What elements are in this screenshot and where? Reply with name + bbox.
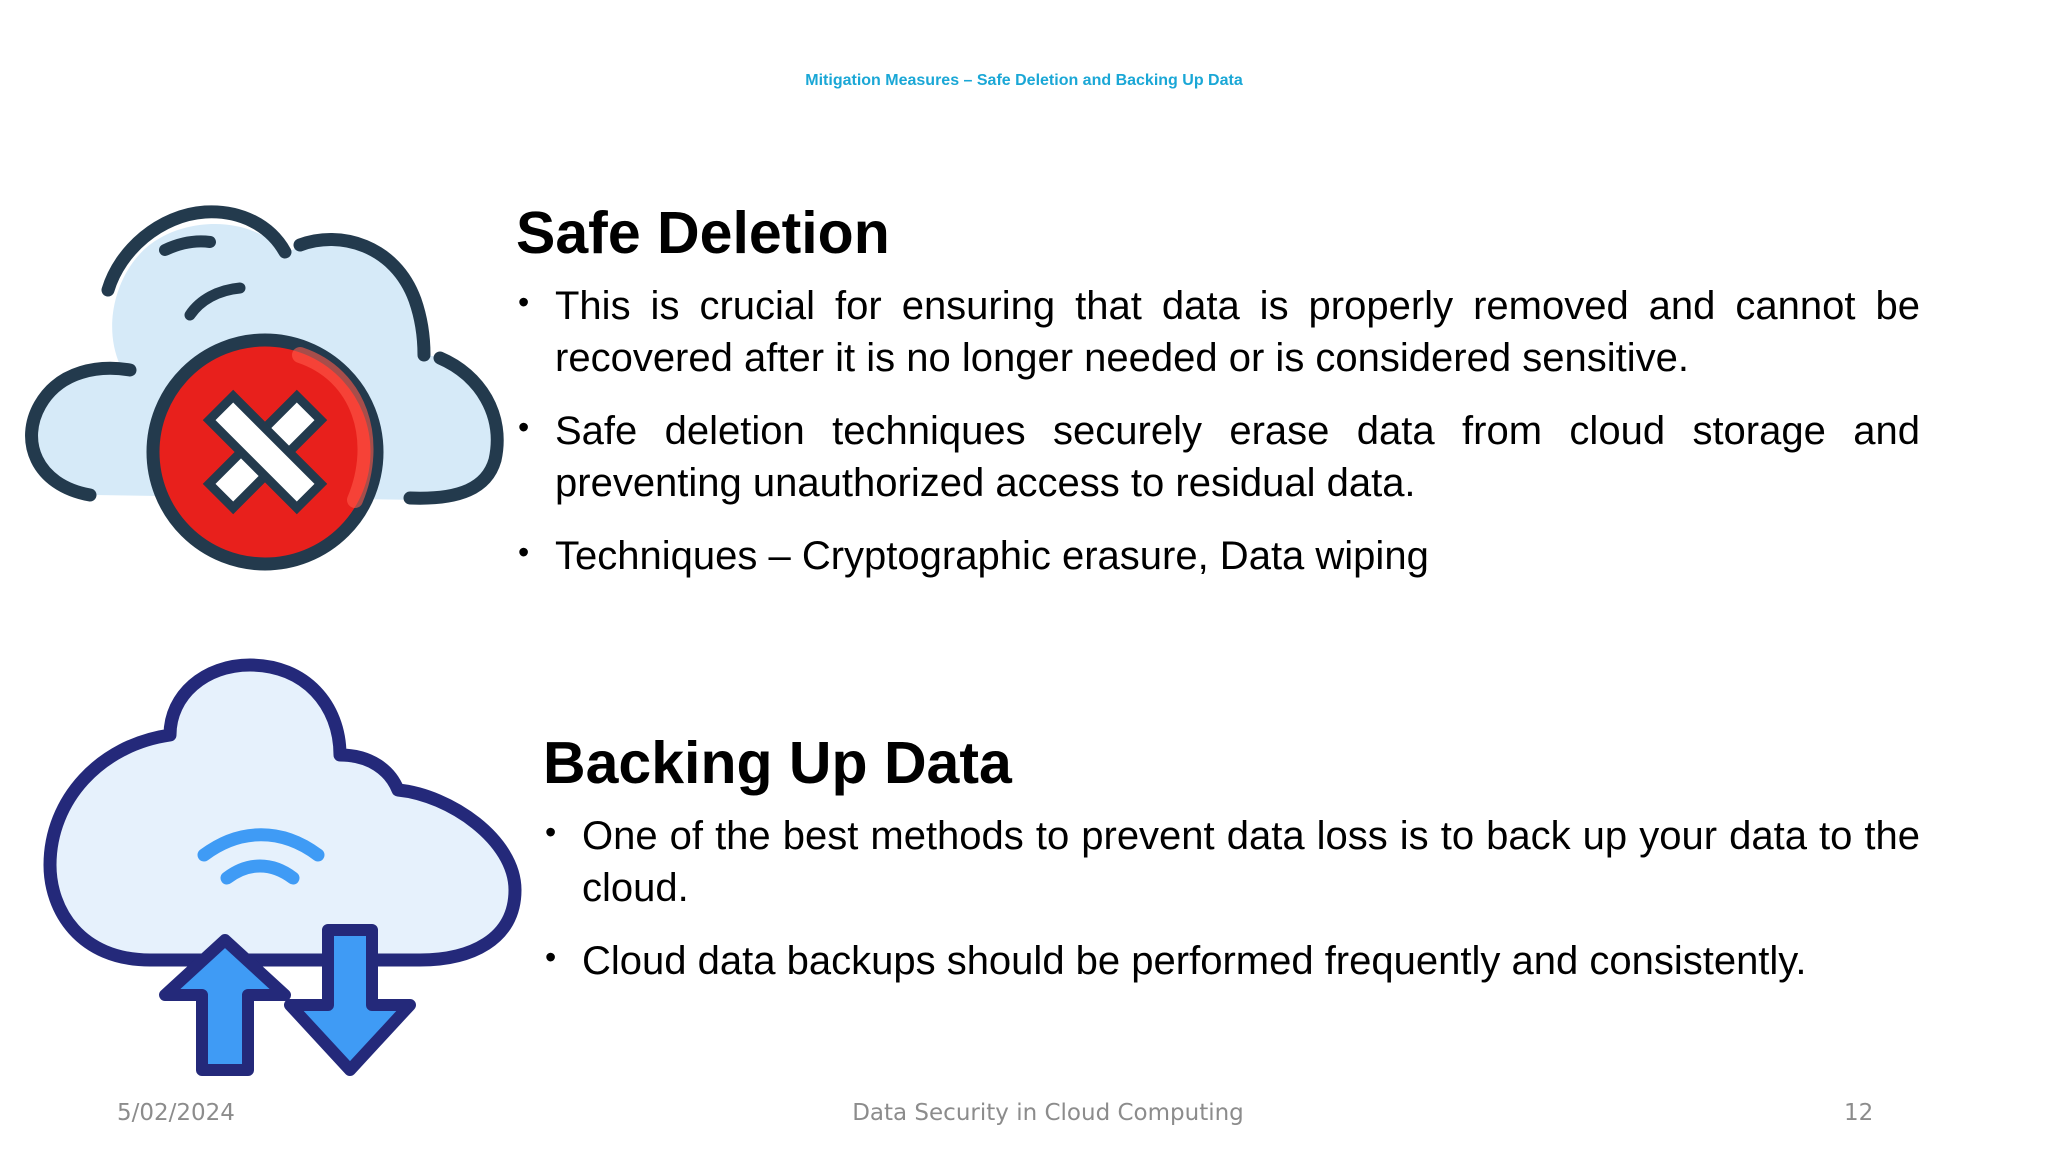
safe-deletion-section (516, 200, 1920, 603)
bullet-icon: • (518, 284, 530, 321)
bullet-icon: • (545, 939, 557, 976)
safe-deletion-heading: Safe Deletion (516, 200, 890, 266)
backing-up-heading: Backing Up Data (543, 730, 1012, 796)
cloud-sync-icon (20, 650, 550, 1090)
backing-up-section (543, 730, 1920, 1008)
bullet-icon: • (518, 534, 530, 571)
bullet-icon: • (545, 814, 557, 851)
list-item: • Cloud data backups should be performed frequently and consistently. (543, 935, 1920, 987)
backing-up-bullets (543, 810, 1920, 987)
page-number: 12 (1844, 1100, 1874, 1126)
bullet-icon: • (518, 409, 530, 446)
slide-title: Mitigation Measures – Safe Deletion and Backing Up Data (805, 72, 1243, 89)
list-item: • One of the best methods to prevent data loss is to back up your data to the cloud. (543, 810, 1920, 914)
cloud-delete-icon (0, 140, 520, 640)
list-item: • This is crucial for ensuring that data is properly removed and cannot be recovered after it is no longer needed or is considered sensitive. (516, 280, 1920, 384)
safe-deletion-bullets (516, 280, 1920, 582)
list-item: • Safe deletion techniques securely erase data from cloud storage and preventing unauthorized access to residual data. (516, 405, 1920, 509)
footer-title: Data Security in Cloud Computing (852, 1100, 1244, 1126)
footer-date: 5/02/2024 (117, 1100, 235, 1126)
list-item: • Techniques – Cryptographic erasure, Data wiping (516, 530, 1920, 582)
